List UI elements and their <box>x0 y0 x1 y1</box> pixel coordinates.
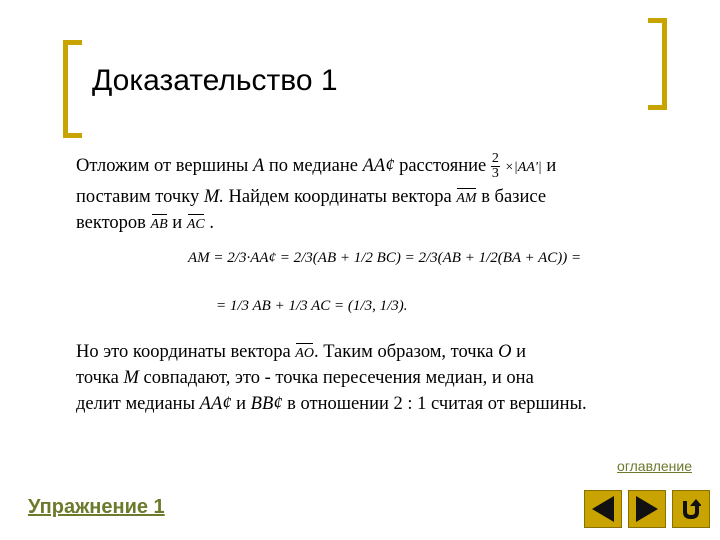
para2-line1: Но это координаты вектора AO. Таким образом, точка O и <box>76 342 527 362</box>
var-M: M. <box>203 187 224 207</box>
previous-slide-button[interactable] <box>584 490 622 528</box>
triangle-left-icon <box>592 496 614 522</box>
slide-title: Доказательство 1 <box>92 64 338 97</box>
fraction-2-3: $\frac{2}{3}$ <box>491 151 499 181</box>
vector-AC: AC <box>186 217 205 232</box>
var-M-2: M <box>123 368 139 388</box>
left-bracket-decoration <box>63 40 82 138</box>
vector-AO: AO <box>295 346 314 361</box>
para2-line3: делит медианы AA¢ и BB¢ в отношении 2 : 1 считая от вершины. <box>76 394 587 414</box>
para2-line2: точка M совпадают, это - точка пересечения медиан, и она <box>76 368 534 388</box>
next-slide-button[interactable] <box>628 490 666 528</box>
right-bracket-decoration <box>648 18 667 110</box>
ratio-2-1: 2 : 1 <box>393 394 427 414</box>
return-button[interactable] <box>672 490 710 528</box>
var-AA: AA¢ <box>362 155 395 176</box>
toc-link[interactable]: оглавление <box>617 458 692 474</box>
var-AA-2: AA¢ <box>199 394 232 414</box>
vector-AB: AB <box>150 217 168 232</box>
return-arrow-icon <box>681 498 701 520</box>
formula-line2: = 1/3 AB + 1/3 AC = (1/3, 1/3). <box>216 298 408 314</box>
exercise-1-link[interactable]: Упражнение 1 <box>28 496 165 518</box>
var-A: A <box>252 155 265 176</box>
var-O: O <box>498 342 512 362</box>
vector-AM: AM <box>456 191 477 206</box>
var-BB: BB¢ <box>250 394 283 414</box>
formula-line1: AM = 2/3·AA¢ = 2/3(AB + 1/2 BC) = 2/3(AB + 1/2(BA + AC)) = <box>188 250 582 266</box>
para1-line3: векторов AB и AC . <box>76 213 214 233</box>
para1-line1: Отложим от вершины A по медиане AA¢ расстояние $\frac{2}{3}$ ×|AA'| и <box>76 151 557 181</box>
para1-line2: поставим точку M. Найдем координаты вектора AM в базисе <box>76 187 547 207</box>
triangle-right-icon <box>636 496 658 522</box>
